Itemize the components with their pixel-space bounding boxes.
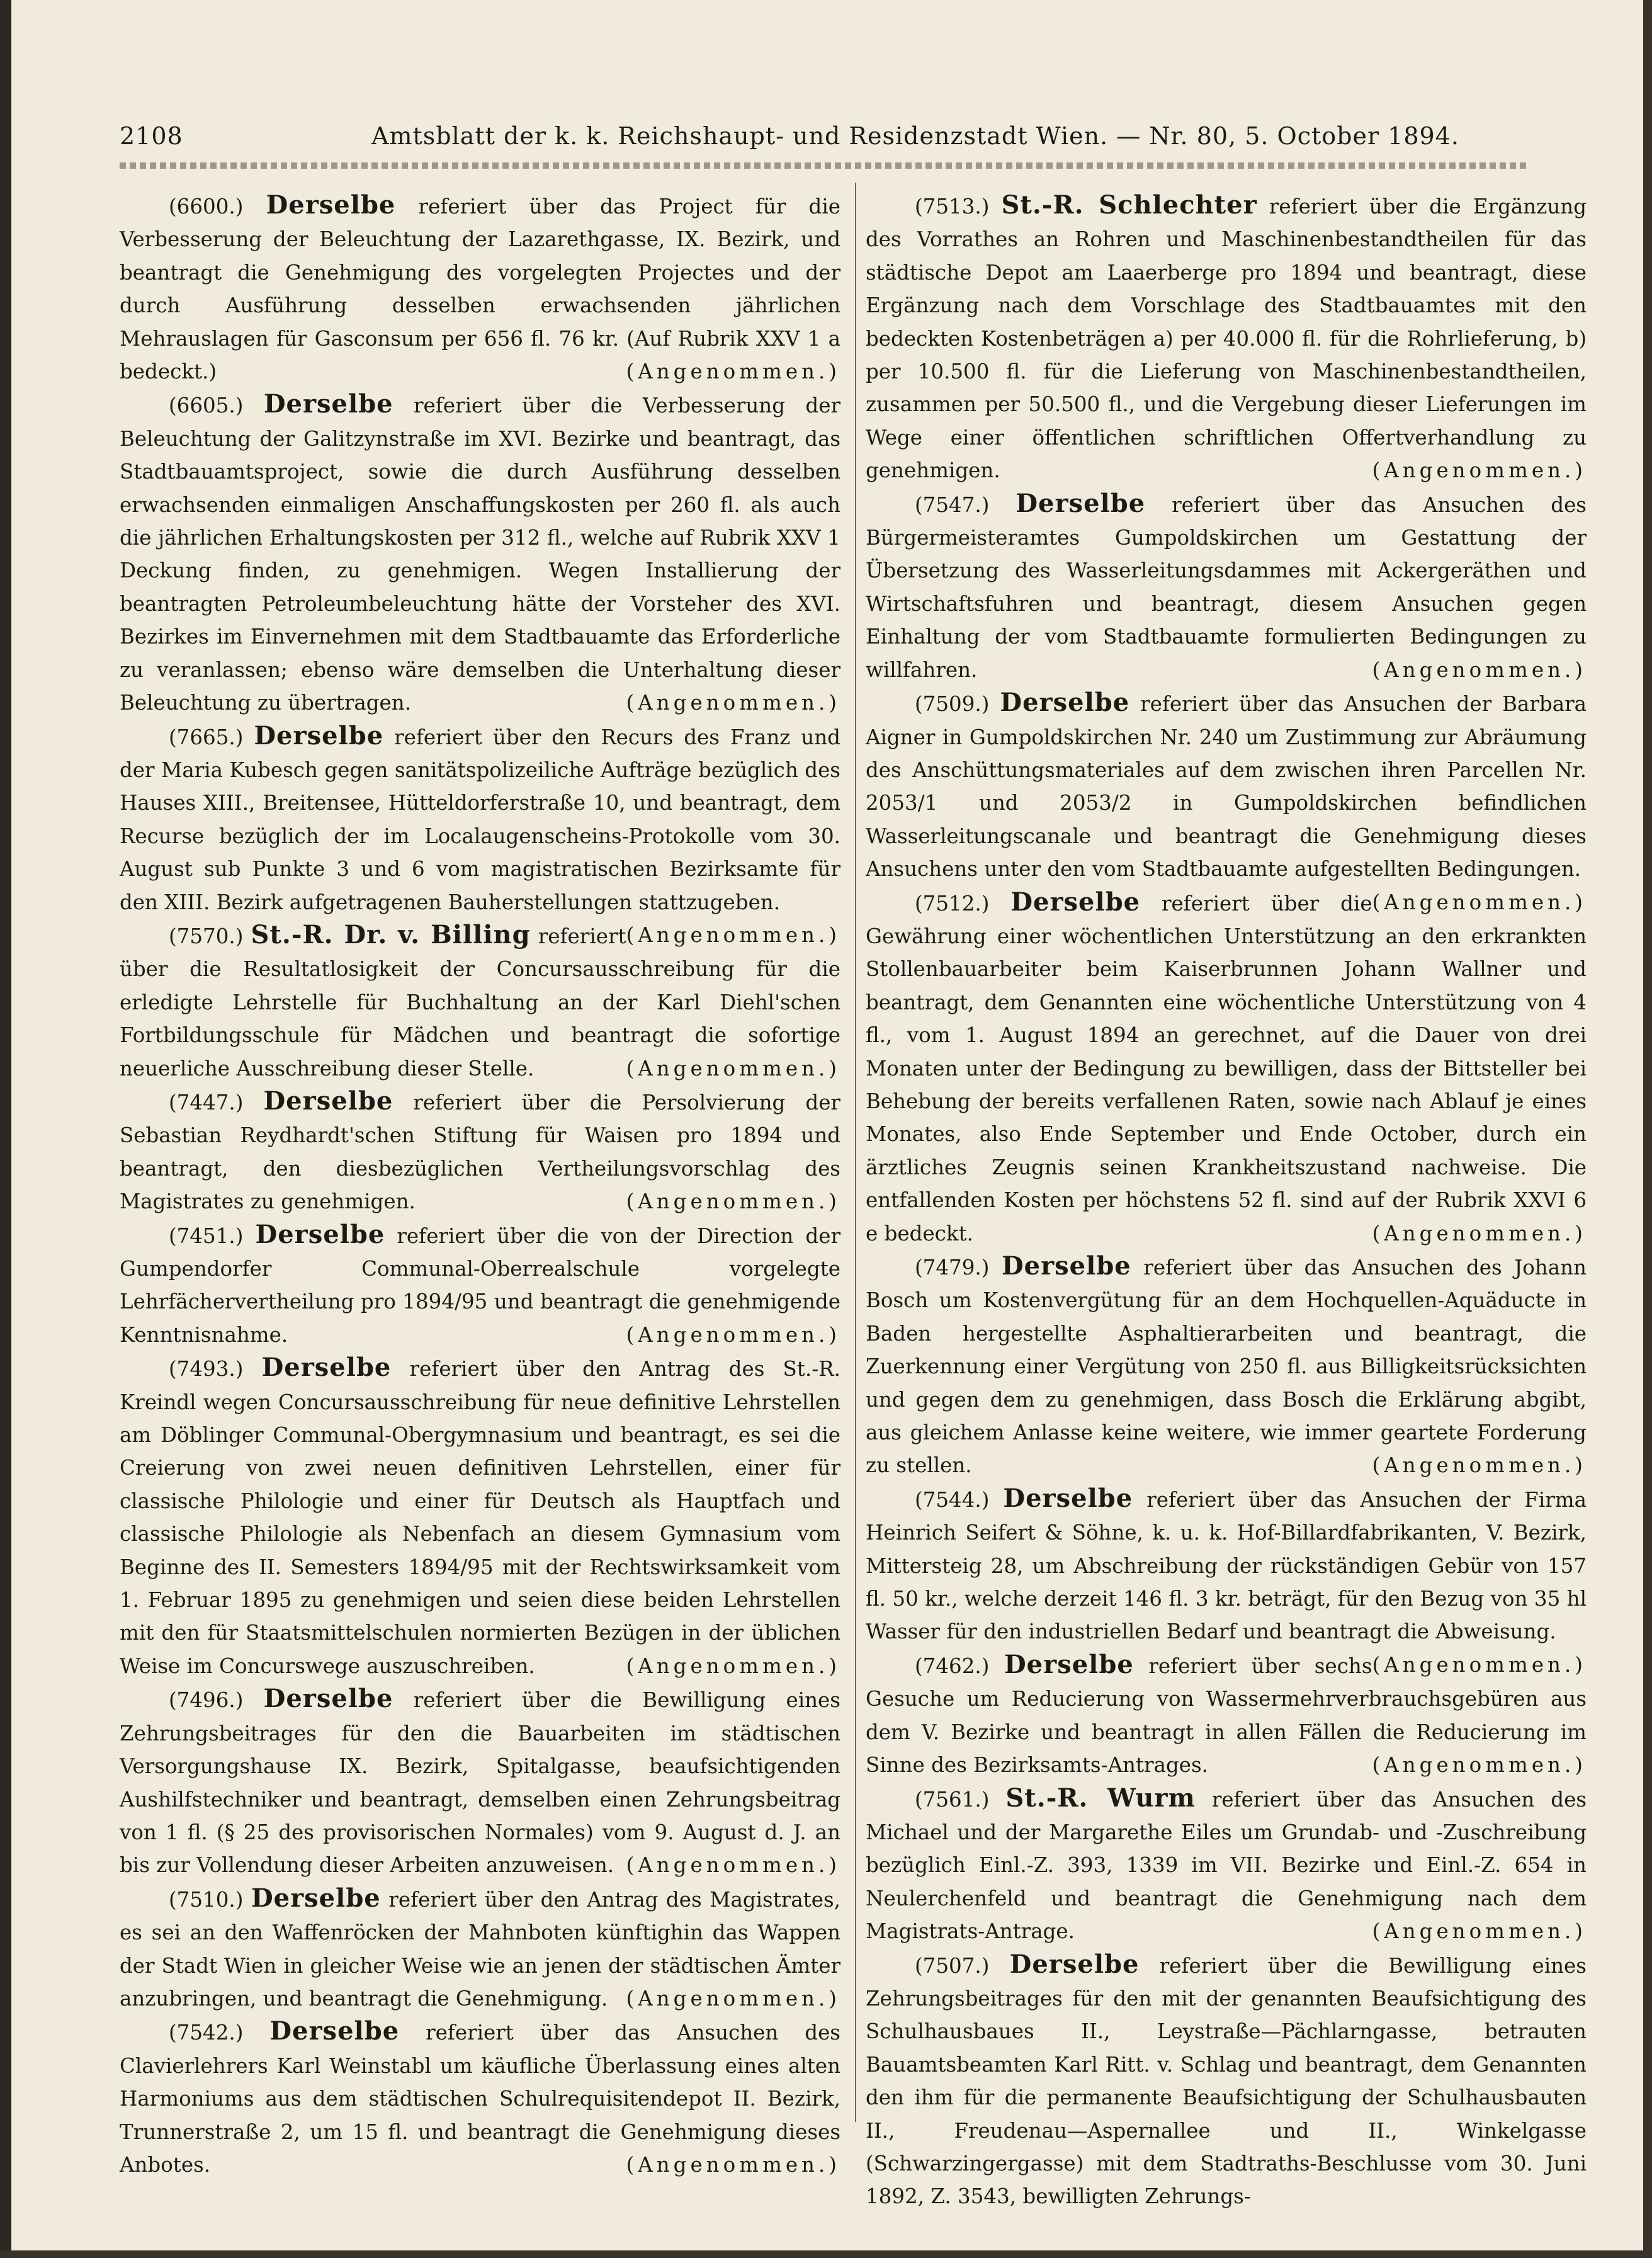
entry-result: (Angenommen.)	[1372, 1652, 1587, 1677]
entry-reference-number: (7547.)	[915, 492, 990, 517]
entry-text: referiert über die Resultatlosigkeit der Concursausschreibung für die erledigte Lehrstelle für Buchhaltung an der Karl Diehl'schen Fortbildungsschule für Mädchen und beantragt die sofortige neuerliche Ausschreibung dieser Stelle.	[120, 924, 840, 1081]
scan-left-edge	[0, 0, 11, 2258]
minutes-entry	[866, 487, 1587, 686]
entry-result: (Angenommen.)	[626, 922, 840, 947]
entry-result: (Angenommen.)	[626, 691, 840, 715]
header-rule	[120, 162, 1530, 169]
entry-result: (Angenommen.)	[1372, 890, 1587, 914]
entry-speaker: Derselbe	[1010, 887, 1141, 917]
entry-reference-number: (7513.)	[915, 195, 990, 218]
entry-result: (Angenommen.)	[626, 1853, 840, 1878]
entry-result: (Angenommen.)	[626, 360, 840, 384]
publication-title: Amtsblatt der k. k. Reichshaupt- und Residenzstadt Wien. — Nr. 80, 5. October 1894.	[371, 122, 1459, 150]
entry-speaker: Derselbe	[1016, 488, 1146, 518]
entry-result: (Angenommen.)	[626, 1654, 840, 1678]
entry-speaker: Derselbe	[254, 720, 384, 751]
entry-text: referiert über sechs Gesuche um Reducierung von Wassermehrverbrauchsgebüren aus dem V. Bezirke und beantragt in allen Fällen die Reducierung im Sinne des Bezirksamts-Antrages.	[866, 1654, 1587, 1778]
entry-text: referiert über die Bewilligung eines Zehrungsbeitrages für den die Bauarbeiten im städtischen Versorgungshause IX. Bezirk, Spitalgasse, beaufsichtigenden Aushilfstechniker und beantragt, demselben einen Zehrungsbeitrag von 1 fl. (§ 25 des provisorischen Normales) vom 9. August d. J. an bis zur Vollendung dieser Arbeiten anzuweisen.	[120, 1688, 840, 1878]
entry-reference-number: (7512.)	[915, 891, 990, 916]
left-column	[120, 189, 840, 2181]
entry-speaker: Derselbe	[269, 2016, 400, 2046]
entry-result: (Angenommen.)	[1372, 657, 1587, 682]
entry-text: referiert über das Ansuchen des Johann Bosch um Kostenvergütung für an dem Hochquellen-Aquäducte in Baden hergestellte Asphaltierarbeiten und beantragt, die Zuerkennung einer Vergütung von 250 fl. aus Billigkeitsrücksichten und gegen dem zu genehmigen, dass Bosch die Erklärung abgibt, aus gleichem Anlasse keine weitere, wie immer geartete Forderung zu stellen.	[866, 1256, 1587, 1478]
entry-text: referiert über den Antrag des Magistrates, es sei an den Waffenröcken der Mahnboten künftighin das Wappen der Stadt Wien in gleicher Weise wie an jenen der städtischen Ämter anzubringen, und beantragt die Genehmigung.	[120, 1887, 840, 2011]
entry-reference-number: (7507.)	[915, 1953, 990, 1978]
entry-reference-number: (7493.)	[169, 1357, 244, 1381]
minutes-entry	[866, 886, 1587, 1250]
entry-speaker: Derselbe	[261, 1353, 392, 1383]
entry-result: (Angenommen.)	[1372, 1753, 1587, 1778]
entry-speaker: Derselbe	[263, 1684, 393, 1714]
entry-reference-number: (7544.)	[915, 1487, 990, 1512]
entry-reference-number: (7665.)	[169, 725, 244, 749]
entry-speaker: Derselbe	[1000, 688, 1130, 718]
page-header	[120, 113, 1530, 164]
minutes-entry	[120, 1085, 840, 1218]
entry-result: (Angenommen.)	[626, 1189, 840, 1214]
entry-reference-number: (7451.)	[169, 1223, 244, 1248]
column-divider	[855, 183, 856, 2122]
minutes-entry	[866, 1250, 1587, 1482]
minutes-entry	[120, 1882, 840, 2016]
entry-result: (Angenommen.)	[626, 1986, 840, 2011]
entry-text: referiert über die von der Direction der Gumpendorfer Communal-Oberrealschule vorgelegte Lehrfächervertheilung pro 1894/95 und beantragt die genehmigende Kenntnisnahme.	[120, 1223, 840, 1347]
minutes-entry	[866, 1948, 1587, 2213]
entry-speaker: Derselbe	[1003, 1483, 1133, 1513]
minutes-entry	[120, 189, 840, 388]
entry-reference-number: (7447.)	[169, 1090, 244, 1115]
entry-reference-number: (7570.)	[169, 924, 244, 948]
entry-text: referiert über die Verbesserung der Beleuchtung der Galitzynstraße im XVI. Bezirke und beantragt, das Stadtbauamtsproject, sowie die durch Ausführung desselben erwachsenden einmaligen Anschaffungskosten per 260 fl. als auch die jährlichen Erhaltungskosten per 312 fl., welche auf Rubrik XXV 1 Deckung finden, zu genehmigen. Wegen Installierung der beantragten Petroleumbeleuchtung hätte der Vorsteher des XVI. Bezirkes im Einvernehmen mit dem Stadtbauamte das Erforderliche zu veranlassen; ebenso wäre demselben die Unterhaltung dieser Beleuchtung zu übertragen.	[120, 394, 840, 715]
scan-bottom-edge	[0, 2250, 1652, 2258]
entry-speaker: Derselbe	[266, 190, 396, 220]
entry-reference-number: (7510.)	[169, 1887, 244, 1912]
minutes-entry	[866, 1782, 1587, 1948]
entry-speaker: Derselbe	[251, 1883, 381, 1913]
minutes-entry	[120, 2015, 840, 2181]
minutes-entry	[120, 1682, 840, 1881]
entry-speaker: St.-R. Dr. v. Billing	[251, 919, 531, 950]
entry-speaker: Derselbe	[263, 1086, 393, 1116]
entry-result: (Angenommen.)	[626, 1056, 840, 1081]
entry-speaker: Derselbe	[255, 1219, 385, 1249]
entry-result: (Angenommen.)	[626, 1322, 840, 1347]
entry-speaker: Derselbe	[1001, 1251, 1131, 1281]
entry-speaker: Derselbe	[1009, 1949, 1140, 1979]
entry-result: (Angenommen.)	[1372, 458, 1587, 483]
entry-text: referiert über das Ansuchen der Barbara Aigner in Gumpoldskirchen Nr. 240 um Zustimmung zur Abräumung des Anschüttungsmateriales auf dem zwischen ihren Parcellen Nr. 2053/1 und 2053/2 in Gumpoldskirchen befindlichen Wasserleitungscanale und beantragt die Genehmigung dieses Ansuchens unter den vom Stadtbauamte aufgestellten Bedingungen.	[866, 692, 1587, 882]
entry-reference-number: (6600.)	[169, 195, 244, 218]
entry-result: (Angenommen.)	[626, 2152, 840, 2177]
scan-right-edge	[1643, 0, 1652, 2258]
entry-speaker: St.-R. Schlechter	[1001, 190, 1257, 220]
entry-text: referiert über das Ansuchen des Bürgermeisteramtes Gumpoldskirchen um Gestattung der Übersetzung des Wasserleitungsdammes mit Ackergeräthen und Wirtschaftsfuhren und beantragt, diesem Ansuchen gegen Einhaltung der vom Stadtbauamte formulierten Bedingungen zu willfahren.	[866, 492, 1587, 682]
entry-speaker: Derselbe	[1004, 1649, 1134, 1679]
minutes-entry	[120, 388, 840, 719]
entry-result: (Angenommen.)	[1372, 1453, 1587, 1478]
entry-text: referiert über die Persolvierung der Sebastian Reydhardt'schen Stiftung für Waisen pro 1894 und beantragt, den diesbezüglichen Vertheilungsvorschlag des Magistrates zu genehmigen.	[120, 1090, 840, 1214]
entry-reference-number: (7479.)	[915, 1256, 990, 1279]
entry-text: referiert über den Antrag des St.-R. Kreindl wegen Concursausschreibung für neue definitive Lehrstellen am Döblinger Communal-Obergymnasium und beantragt, es sei die Creierung von zwei neuen definitiven Lehrstellen, einer für classische Philologie und einer für Deutsch als Hauptfach und classische Philologie als Nebenfach an diesem Gymnasium vom Beginne des II. Semesters 1894/95 mit der Rechtswirksamkeit vom 1. Februar 1895 zu genehmigen und seien diese beiden Lehrstellen mit den für Staatsmittelschulen normierten Bezügen in der üblichen Weise im Concurswege auszuschreiben.	[120, 1357, 840, 1678]
entry-text: referiert über den Recurs des Franz und der Maria Kubesch gegen sanitätspolizeiliche Aufträge bezüglich des Hauses XIII., Breitensee, Hütteldorferstraße 10, und beantragt, dem Recurse bezüglich der im Localaugenscheins-Protokolle vom 30. August sub Punkte 3 und 6 vom magistratischen Bezirksamte für den XIII. Bezirk aufgetragenen Bauherstellungen stattzugeben.	[120, 725, 840, 914]
entry-text: referiert über die Gewährung einer wöchentlichen Unterstützung an den erkrankten Stollenbauarbeiter beim Kaiserbrunnen Johann Wallner und beantragt, dem Genannten eine wöchentliche Unterstützung von 4 fl., vom 1. August 1894 an gerechnet, auf die Dauer von drei Monaten unter der Bedingung zu bewilligen, dass der Bittsteller bei Behebung der bereits verfallenen Raten, sowie nach Ablauf je eines Monates, also Ende September und Ende October, durch ein ärztliches Zeugnis seinen Krankheitszustand nachweise. Die entfallenden Kosten per höchstens 52 fl. sind auf der Rubrik XXVI 6 e bedeckt.	[866, 891, 1587, 1245]
entry-reference-number: (7496.)	[169, 1688, 244, 1713]
entry-result: (Angenommen.)	[1372, 1221, 1587, 1245]
entry-reference-number: (7542.)	[169, 2021, 244, 2045]
entry-text: referiert über das Ansuchen des Clavierlehrers Karl Weinstabl um käufliche Überlassung eines alten Harmoniums aus dem städtischen Schulrequisitendepot II. Bezirk, Trunnerstraße 2, um 15 fl. und beantragt die Genehmigung dieses Anbotes.	[120, 2021, 840, 2177]
entry-result: (Angenommen.)	[1372, 1919, 1587, 1944]
minutes-entry	[866, 189, 1587, 487]
entry-reference-number: (6605.)	[169, 394, 244, 418]
minutes-entry	[120, 1218, 840, 1352]
entry-reference-number: (7509.)	[915, 692, 990, 717]
right-column	[866, 189, 1587, 2213]
page-number: 2108	[120, 122, 183, 150]
entry-reference-number: (7561.)	[915, 1787, 990, 1812]
entry-speaker: St.-R. Wurm	[1005, 1783, 1196, 1813]
entry-speaker: Derselbe	[263, 389, 393, 419]
entry-reference-number: (7462.)	[915, 1654, 990, 1678]
entry-text: referiert über das Ansuchen der Firma Heinrich Seifert & Söhne, k. u. k. Hof-Billardfabrikanten, V. Bezirk, Mittersteig 28, um Abschreibung der rückständigen Gebür von 157 fl. 50 kr., welche derzeit 146 fl. 3 kr. beträgt, für den Bezug von 35 hl Wasser für den industriellen Bedarf und beantragt die Abweisung.	[866, 1487, 1587, 1644]
entry-text: referiert über die Ergänzung des Vorrathes an Rohren und Maschinenbestandtheilen für das städtische Depot am Laaerberge pro 1894 und beantragt, diese Ergänzung nach dem Vorschlage des Stadtbauamtes mit den bedeckten Kostenbeträgen a) per 40.000 fl. für die Rohrlieferung, b) per 10.500 fl. für die Lieferung von Maschinenbestandtheilen, zusammen per 50.500 fl., und die Vergebung dieser Lieferungen im Wege einer öffentlichen schriftlichen Offertverhandlung zu genehmigen.	[866, 195, 1587, 483]
minutes-entry	[120, 1351, 840, 1682]
entry-text: referiert über die Bewilligung eines Zehrungsbeitrages für den mit der genannten Beaufsichtigung des Schulhausbaues II., Leystraße—Pächlarngasse, betrauten Bauamtsbeamten Karl Ritt. v. Schlag und beantragt, dem Genannten den ihm für die permanente Beaufsichtigung der Schulhausbauten II., Freudenau—Aspernallee und II., Winkelgasse (Schwarzingergasse) mit dem Stadtraths-Beschlusse vom 30. Juni 1892, Z. 3543, bewilligten Zehrungs-	[866, 1953, 1587, 2209]
entry-text: referiert über das Project für die Verbesserung der Beleuchtung der Lazarethgasse, IX. Bezirk, und beantragt die Genehmigung des vorgelegten Projectes und der durch Ausführung desselben erwachsenden jährlichen Mehrauslagen für Gasconsum per 656 fl. 76 kr. (Auf Rubrik XXV 1 a bedeckt.)	[120, 195, 840, 384]
entry-text: referiert über das Ansuchen des Michael und der Margarethe Eiles um Grundab- und -Zuschreibung bezüglich Einl.-Z. 393, 1339 im VII. Bezirke und Einl.-Z. 654 in Neulerchenfeld und beantragt die Genehmigung nach dem Magistrats-Antrage.	[866, 1787, 1587, 1944]
